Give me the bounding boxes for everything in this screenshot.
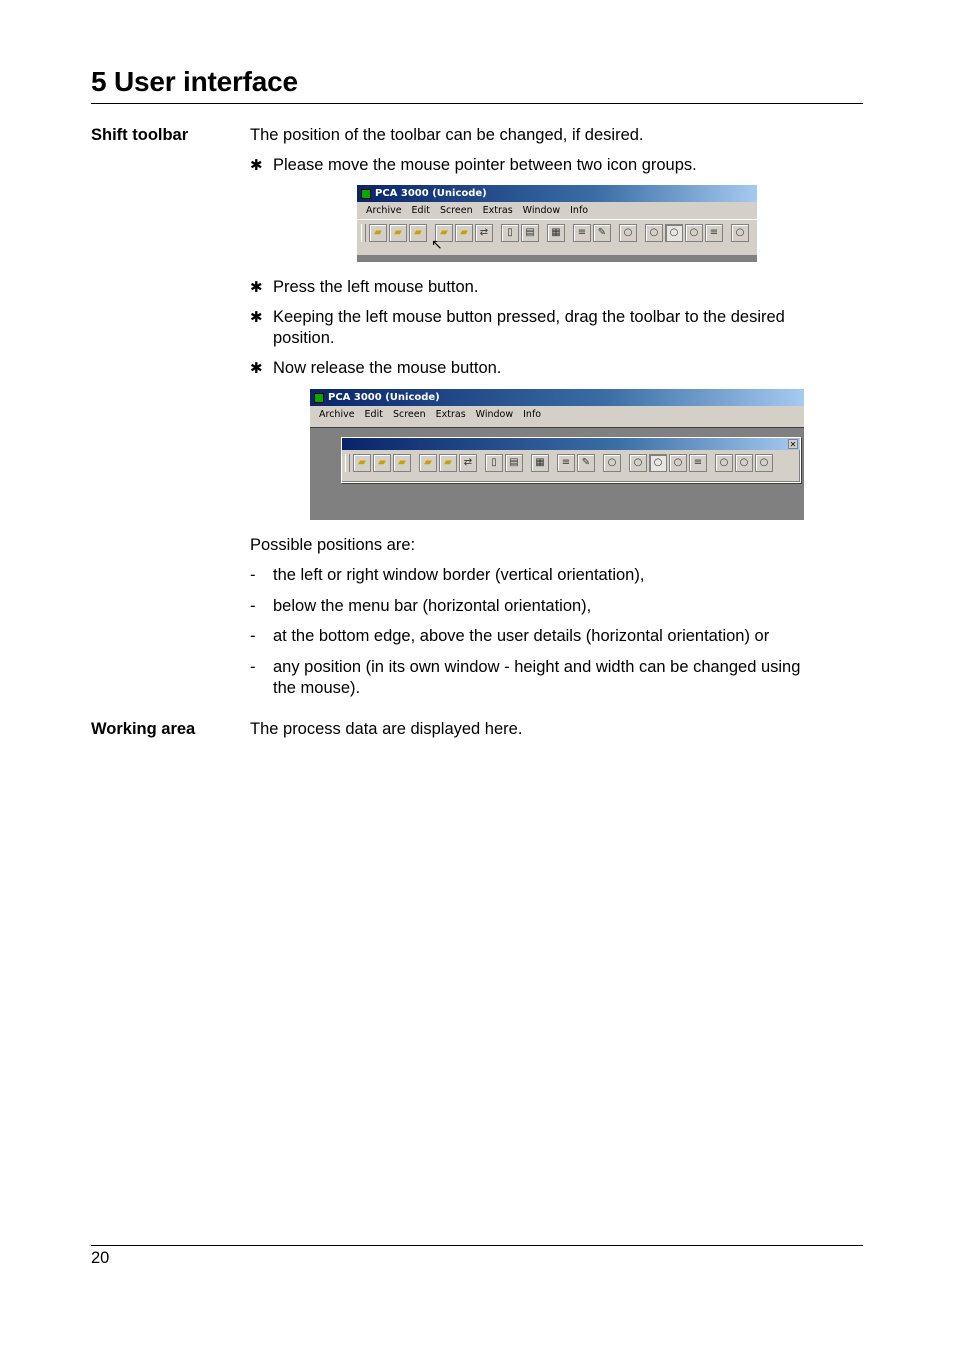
folder-arrow-icon[interactable]: ▰: [455, 224, 473, 242]
transfer-icon[interactable]: ⇄: [475, 224, 493, 242]
menu-edit[interactable]: Edit: [364, 409, 383, 420]
zoom-out-icon[interactable]: ○: [629, 454, 647, 472]
floating-toolbar-titlebar[interactable]: [342, 438, 800, 450]
app-icon: [314, 393, 324, 403]
floating-toolbar-window[interactable]: [341, 437, 801, 483]
zoom-icon[interactable]: ○: [735, 454, 753, 472]
step-2: Press the left mouse button.: [273, 278, 479, 296]
position-1: the left or right window border (vertical orientation),: [273, 566, 645, 584]
zoom-icon[interactable]: ○: [649, 454, 667, 472]
dash-marker: -: [250, 627, 256, 645]
print-icon[interactable]: ▤: [505, 454, 523, 472]
dash-marker: -: [250, 658, 256, 676]
zoom-icon[interactable]: ○: [665, 224, 683, 242]
folder-arrow-icon[interactable]: ▰: [439, 454, 457, 472]
menu-bar: [357, 202, 757, 219]
close-icon[interactable]: ✕: [789, 440, 797, 449]
window-title: PCA 3000 (Unicode): [375, 188, 487, 199]
menu-info[interactable]: Info: [523, 409, 542, 420]
menu-extras[interactable]: Extras: [435, 409, 466, 420]
list-icon[interactable]: ≡: [689, 454, 707, 472]
step-4: Now release the mouse button.: [273, 359, 502, 377]
position-4-line-2: the mouse).: [273, 679, 361, 697]
bullet-icon: ✱: [250, 279, 263, 296]
menu-archive[interactable]: Archive: [366, 205, 402, 216]
toolbar-grip[interactable]: [345, 454, 350, 472]
zoom-out-icon[interactable]: ○: [645, 224, 663, 242]
tool-icon[interactable]: ✎: [593, 224, 611, 242]
menu-archive[interactable]: Archive: [319, 409, 355, 420]
zoom-icon[interactable]: ○: [755, 454, 773, 472]
dash-marker: -: [250, 597, 256, 615]
header-rule: [91, 103, 863, 104]
toolbar-grip[interactable]: [361, 224, 366, 242]
mouse-pointer-icon: ↖: [431, 237, 443, 253]
window-title: PCA 3000 (Unicode): [328, 392, 440, 403]
open-folder-icon[interactable]: ▰: [369, 224, 387, 242]
zoom-in-icon[interactable]: ○: [669, 454, 687, 472]
working-area-strip: [357, 255, 757, 262]
window-titlebar: [310, 389, 804, 406]
page-title: 5 User interface: [91, 66, 298, 97]
toolbar[interactable]: [342, 450, 800, 476]
working-area-text: The process data are displayed here.: [250, 720, 523, 738]
bullet-icon: ✱: [250, 360, 263, 377]
bullet-icon: ✱: [250, 157, 263, 174]
position-3: at the bottom edge, above the user details (horizontal orientation) or: [273, 627, 770, 645]
page-icon[interactable]: ▯: [485, 454, 503, 472]
folder-arrow-icon[interactable]: ▰: [419, 454, 437, 472]
zoom-icon[interactable]: ○: [619, 224, 637, 242]
list-icon[interactable]: ≡: [705, 224, 723, 242]
folder-arrow-icon[interactable]: ▰: [435, 224, 453, 242]
menu-window[interactable]: Window: [475, 409, 514, 420]
list-icon[interactable]: ≡: [573, 224, 591, 242]
app-icon: [361, 189, 371, 199]
tool-icon[interactable]: ✎: [577, 454, 595, 472]
zoom-icon[interactable]: ○: [603, 454, 621, 472]
position-2: below the menu bar (horizontal orientation),: [273, 597, 592, 615]
transfer-icon[interactable]: ⇄: [459, 454, 477, 472]
bullet-icon: ✱: [250, 309, 263, 326]
menu-edit[interactable]: Edit: [411, 205, 430, 216]
page-number: 20: [91, 1249, 110, 1267]
folder-icon[interactable]: ▰: [409, 224, 427, 242]
settings-icon[interactable]: ▦: [531, 454, 549, 472]
menu-screen[interactable]: Screen: [439, 205, 473, 216]
step-3-line-1: Keeping the left mouse button pressed, drag the toolbar to the desired: [273, 308, 785, 326]
print-icon[interactable]: ▤: [521, 224, 539, 242]
window-titlebar: [357, 185, 757, 202]
menu-screen[interactable]: Screen: [392, 409, 426, 420]
toolbar[interactable]: [357, 219, 757, 246]
section-label-working-area: Working area: [91, 720, 196, 738]
menu-window[interactable]: Window: [522, 205, 561, 216]
open-folder-icon[interactable]: ▰: [353, 454, 371, 472]
dash-marker: -: [250, 566, 256, 584]
menu-extras[interactable]: Extras: [482, 205, 513, 216]
screenshot-toolbar-floating: [310, 389, 804, 520]
menu-bar: [310, 406, 804, 423]
folder-icon[interactable]: ▰: [373, 454, 391, 472]
zoom-in-icon[interactable]: ○: [685, 224, 703, 242]
folder-icon[interactable]: ▰: [393, 454, 411, 472]
folder-icon[interactable]: ▰: [389, 224, 407, 242]
position-4-line-1: any position (in its own window - height and width can be changed using: [273, 658, 801, 676]
page-icon[interactable]: ▯: [501, 224, 519, 242]
list-icon[interactable]: ≡: [557, 454, 575, 472]
menu-info[interactable]: Info: [570, 205, 589, 216]
settings-icon[interactable]: ▦: [547, 224, 565, 242]
step-1: Please move the mouse pointer between two icon groups.: [273, 156, 697, 174]
positions-intro: Possible positions are:: [250, 536, 416, 554]
shift-intro: The position of the toolbar can be changed, if desired.: [250, 126, 644, 144]
zoom-icon[interactable]: ○: [731, 224, 749, 242]
footer-rule: [91, 1245, 863, 1246]
section-label-shift-toolbar: Shift toolbar: [91, 126, 189, 144]
zoom-icon[interactable]: ○: [715, 454, 733, 472]
step-3-line-2: position.: [273, 329, 335, 347]
screenshot-toolbar-docked: [357, 185, 757, 262]
